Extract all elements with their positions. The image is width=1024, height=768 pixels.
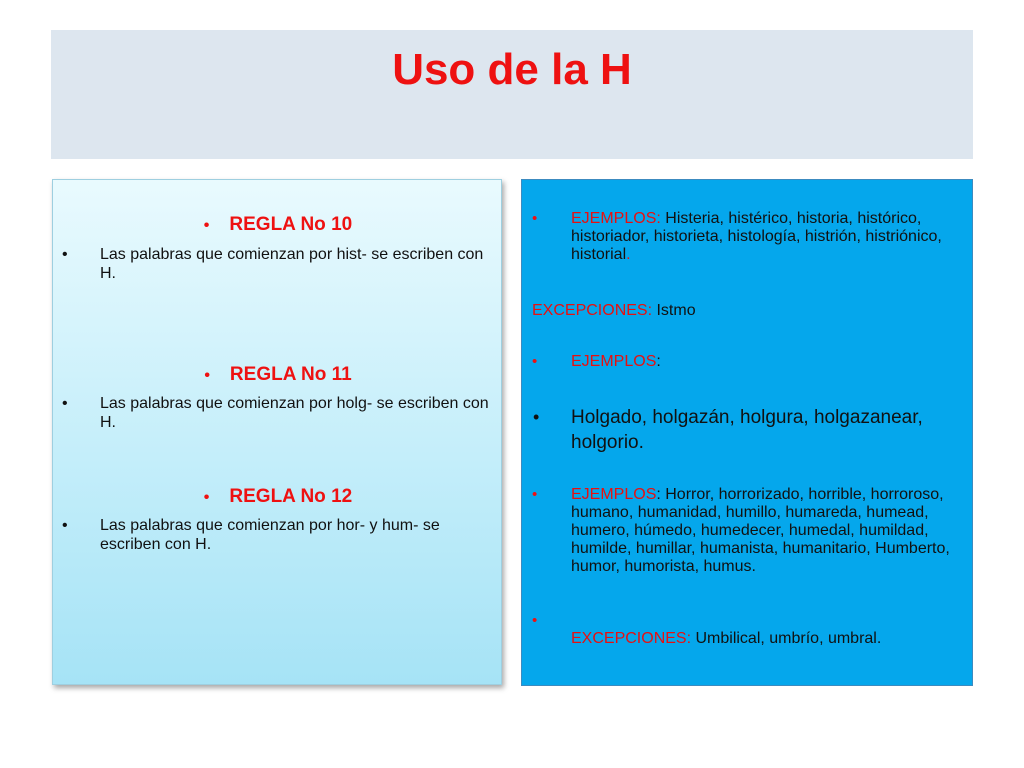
examples-holg-text: Holgado, holgazán, holgura, holgazanear, holgorio. <box>571 407 923 453</box>
rule-10-title <box>53 214 503 237</box>
rule-12-text <box>62 516 492 554</box>
bullet-icon: • <box>533 407 540 427</box>
examples-hor-hum <box>532 486 966 576</box>
exceptions-label: EXCEPCIONES: <box>571 630 692 647</box>
rule-10-title-text: REGLA No 10 <box>229 214 353 235</box>
rule-11-title <box>53 364 503 387</box>
bullet-icon: • <box>204 367 210 384</box>
rules-panel <box>52 179 502 685</box>
rule-11-text-content: Las palabras que comienzan por holg- se escriben con H. <box>100 395 489 431</box>
period: . <box>626 246 631 263</box>
exceptions-label: EXCEPCIONES: <box>532 302 653 319</box>
bullet-icon: • <box>62 395 68 412</box>
examples-panel <box>521 179 973 686</box>
rule-10-text-content: Las palabras que comienzan por hist- se escriben con H. <box>100 246 484 282</box>
exceptions-hum <box>532 612 966 648</box>
bullet-icon: • <box>203 217 210 234</box>
examples-holg-label <box>532 353 966 371</box>
examples-holg <box>533 405 966 455</box>
rule-12-title <box>53 486 503 509</box>
rule-12-text-content: Las palabras que comienzan por hor- y hum- se escriben con H. <box>100 517 440 553</box>
bullet-icon: • <box>62 246 68 263</box>
examples-label: EJEMPLOS: <box>571 210 661 227</box>
rule-11-text <box>62 394 492 432</box>
bullet-icon: • <box>62 517 68 534</box>
rule-12-title-text: REGLA No 12 <box>229 486 353 507</box>
bullet-icon: • <box>203 489 210 506</box>
examples-hist-text: Histeria, histérico, historia, histórico, historiador, historieta, histología, histrión, histriónico, historial <box>571 210 942 263</box>
bullet-icon: • <box>532 353 538 370</box>
bullet-icon: • <box>532 612 538 629</box>
colon: : <box>656 353 661 370</box>
examples-label: EJEMPLOS <box>571 486 657 503</box>
page-title: Uso de la H <box>392 45 632 94</box>
exceptions-hum-text: Umbilical, umbrío, umbral. <box>691 630 882 647</box>
rule-10-text <box>62 245 492 283</box>
examples-label: EJEMPLOS <box>571 353 657 370</box>
bullet-icon: • <box>532 486 538 503</box>
examples-hist <box>532 210 966 264</box>
exceptions-hist <box>532 302 962 320</box>
title-bar <box>51 30 973 159</box>
exceptions-hist-text: Istmo <box>652 302 696 319</box>
examples-hor-hum-text: : Horror, horrorizado, horrible, horroroso, humano, humanidad, humillo, humareda, humead, humero, húmedo, humedecer, humedal, humildad, humilde, humillar, humanista, humanitario, Humberto, humor, humorista, humus. <box>571 486 950 575</box>
bullet-icon: • <box>532 210 538 227</box>
rule-11-title-text: REGLA No 11 <box>229 364 352 385</box>
